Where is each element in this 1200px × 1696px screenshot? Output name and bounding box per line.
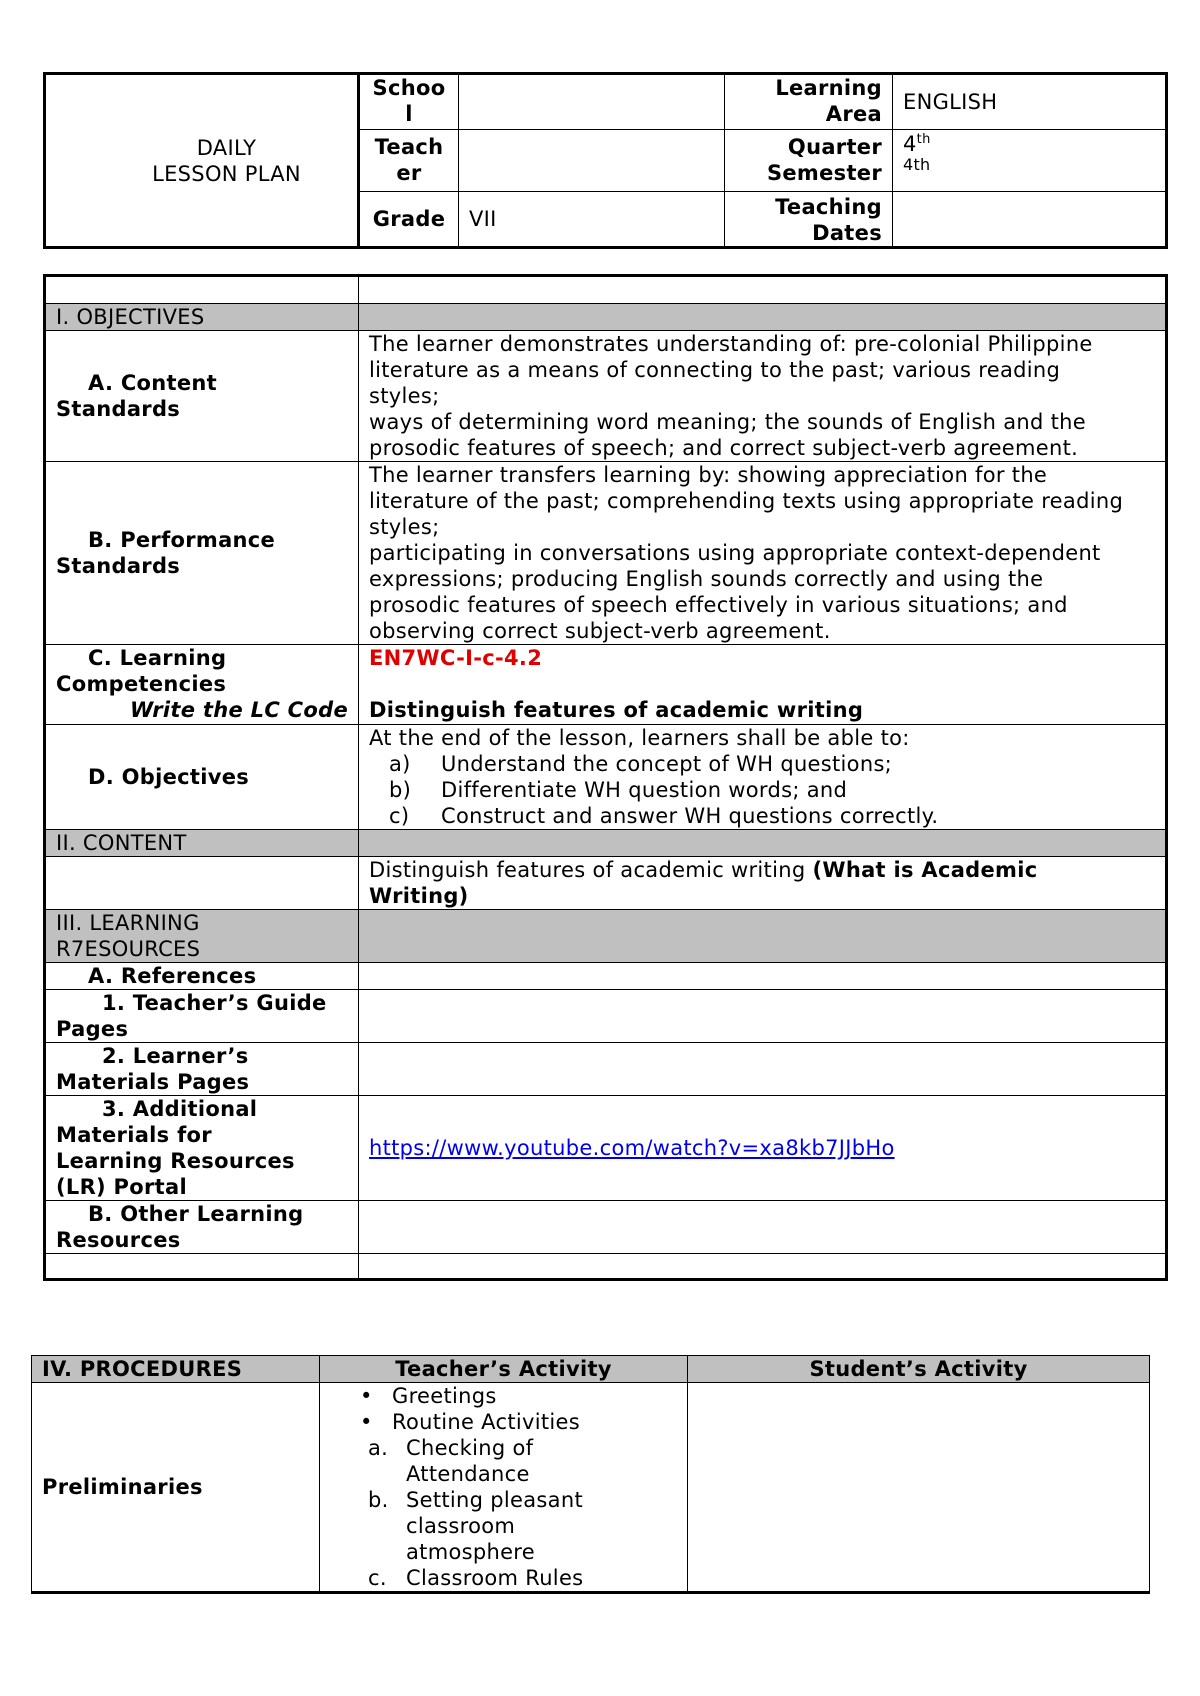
quarter-sup: th [916,132,931,147]
grade-label: Grade [359,192,459,248]
teachers-guide-label: 1. Teacher’s Guide Pages [45,990,359,1043]
routine-sub-list [330,1435,677,1591]
performance-standards-text: The learner transfers learning by: showing appreciation for the literature of the past; comprehending texts using appropriate reading styles; participating in conversations using appropriate context-dependent expressions; producing English sounds correctly and using the prosodic features of speech effectively in various situations; and observing correct subject-verb agreement. [359,462,1167,645]
list-item: a. Checking of Attendance [368,1436,534,1486]
procedures-table [31,1355,1150,1594]
list-item: c) Construct and answer WH questions correctly. [389,804,939,828]
teacher-value [459,130,725,192]
content-standards-text: The learner demonstrates understanding of: pre-colonial Philippine literature as a means of connecting to the past; various reading styles; ways of determining word meaning; the sounds of English and the prosodic features of speech; and correct subject-verb agreement. [359,331,1167,462]
performance-standards-label: B. Performance Standards [45,462,359,645]
quarter-semester-label: Quarter Semester [725,130,893,192]
references-label: A. References [45,963,359,990]
teacher-label: Teach er [359,130,459,192]
lc-code: EN7WC-I-c-4.2 [369,646,543,670]
other-resources-label: B. Other Learning Resources [45,1201,359,1254]
student-activity-header: Student’s Activity [688,1356,1150,1383]
lr-portal-link[interactable]: https://www.youtube.com/watch?v=xa8kb7JJbHo [369,1136,895,1160]
procedures-heading: IV. PROCEDURES [32,1356,320,1383]
quarter-semester-value [893,130,1167,192]
list-item: b) Differentiate WH question words; and [389,778,848,802]
preliminaries-list [330,1383,677,1435]
quarter-value: 4 [903,132,917,156]
additional-materials-label: 3. Additional Materials for Learning Resources (LR) Portal [45,1096,359,1201]
objectives-list [369,751,1155,829]
teaching-dates-value [893,192,1167,248]
content-heading: II. CONTENT [45,830,359,857]
learning-competencies-label: C. Learning Competencies Write the LC Code [45,645,359,725]
blank-row-top [45,276,359,304]
semester-value: 4th [903,155,931,174]
list-item: a) Understand the concept of WH questions; [389,752,893,776]
objectives-text: At the end of the lesson, learners shall be able to: a) Understand the concept of WH questions; b) Differentiate WH question words; and c) Construct and answer WH questions correctly. [359,725,1167,830]
objectives-heading: I. OBJECTIVES [45,304,359,331]
preliminaries-label: Preliminaries [32,1383,320,1593]
lesson-plan-title: DAILY LESSON PLAN [45,74,359,248]
school-label: Schoo l [359,74,459,130]
list-item: c. Classroom Rules [368,1566,584,1590]
learning-competencies-text [359,645,1167,725]
list-item: b. Setting pleasant classroom atmosphere [368,1488,583,1564]
content-standards-label: A. Content Standards [45,331,359,462]
competency-text: Distinguish features of academic writing [369,698,864,722]
student-activity-cell [688,1383,1150,1593]
list-item: • Greetings [360,1384,497,1408]
learning-area-value: ENGLISH [893,74,1167,130]
grade-value: VII [459,192,725,248]
teacher-activity-header: Teacher’s Activity [320,1356,688,1383]
teacher-activity-cell [320,1383,688,1593]
learning-area-label: Learning Area [725,74,893,130]
plan-table [43,274,1168,1281]
resources-heading: III. LEARNING R7ESOURCES [45,910,359,963]
header-table [43,72,1168,249]
blank-row-bottom [45,1254,359,1280]
teaching-dates-label: Teaching Dates [725,192,893,248]
content-text: Distinguish features of academic writing (What is Academic Writing) [359,857,1167,910]
school-value [459,74,725,130]
objectives-label: D. Objectives [45,725,359,830]
list-item: • Routine Activities [360,1410,580,1434]
learners-materials-label: 2. Learner’s Materials Pages [45,1043,359,1096]
